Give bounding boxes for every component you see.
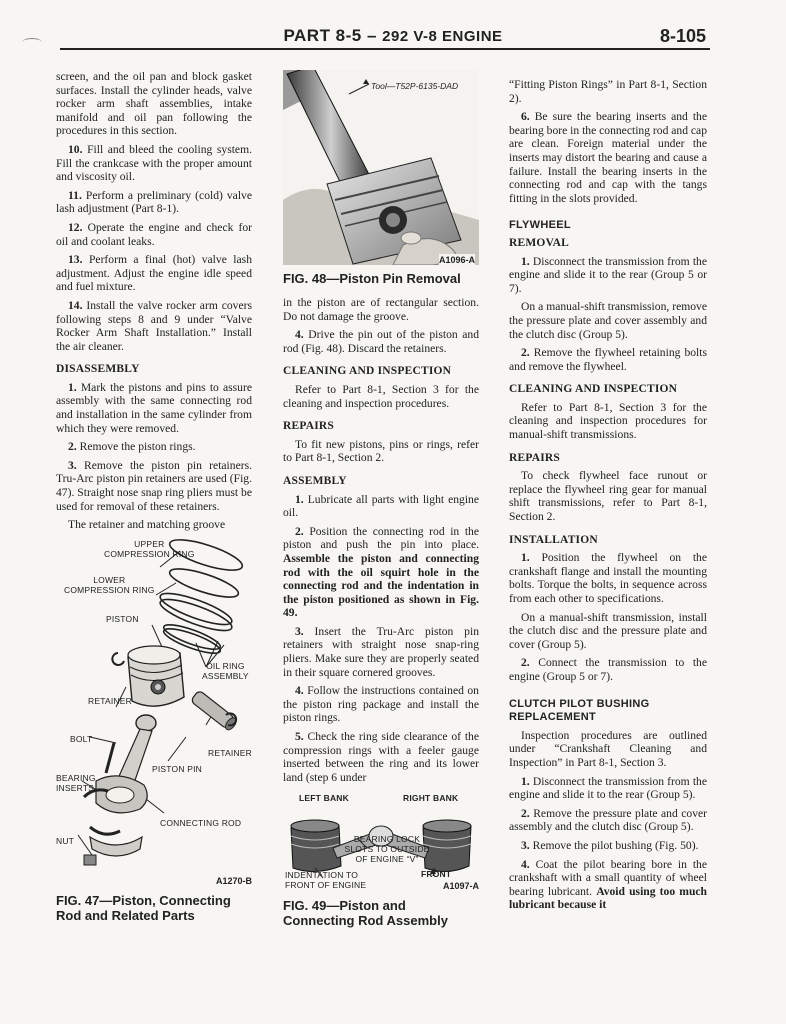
part-label: PART 8-5 [283, 26, 362, 45]
title-dash: – [361, 26, 383, 45]
figure-47-diagram [56, 537, 252, 889]
paragraph: screen, and the oil pan and block gasket surfaces. Install the cylinder heads, valve rocker arm shaft assemblies, intake manifold and oil pan following the procedures in this section. [56, 70, 252, 138]
cleaning-heading: CLEANING AND INSPECTION [509, 383, 678, 396]
step-10: 10. Fill and bleed the cooling system. Fill the crankcase with the proper amount and viscosity oil. [56, 142, 252, 184]
page-header [0, 0, 786, 60]
repairs-heading: REPAIRS [283, 420, 335, 433]
figure-48-caption: FIG. 48—Piston Pin Removal [283, 271, 461, 286]
paragraph: On a manual-shift transmission, remove the pressure plate and cover assembly and the clutch disc (Group 5). [509, 300, 707, 341]
figure-49-code: A1097-A [442, 881, 479, 892]
paragraph: Refer to Part 8-1, Section 3 for the cleaning and inspection procedures for manual-shift transmissions. [509, 400, 707, 442]
figure-47-caption: FIG. 47—Piston, Connecting Rod and Related Parts [56, 892, 231, 923]
label-piston: PISTON [106, 613, 139, 624]
label-upper-ring: UPPER COMPRESSION RING [104, 538, 195, 559]
assembly-step-4: 4. Follow the instructions contained on the piston ring package and install the piston rings. [283, 684, 479, 725]
assembly-step-1: 1. Lubricate all parts with light engine oil. [283, 492, 479, 520]
label-lower-ring: LOWER COMPRESSION RING [64, 574, 155, 595]
label-bearing-lock: BEARING LOCK SLOTS TO OUTSIDE OF ENGINE “V” [344, 834, 430, 865]
repairs-heading: REPAIRS [509, 451, 561, 464]
assembly-step-5: 5. Check the ring side clearance of the compression rings with a feeler gauge inserted between the ring and its lower land (step 6 under [283, 730, 479, 784]
clutch-step-4: 4. Coat the pilot bearing bore in the crankshaft with a small quantity of wheel bearing lubricant. Avoid using too much lubricant because it [509, 857, 707, 912]
installation-step-2: 2. Connect the transmission to the engine (Group 5 or 7). [509, 656, 707, 683]
figure-48-photo [283, 70, 479, 265]
label-indentation: INDENTATION TO FRONT OF ENGINE [285, 870, 367, 891]
installation-step-1: 1. Position the flywheel on the crankshaft flange and install the mounting bolts. Torque the bolts, in sequence across from each other to specifications. [509, 551, 707, 605]
label-retainer-left: RETAINER [88, 695, 132, 706]
middle-column [283, 70, 479, 936]
figure-49-diagram [283, 792, 479, 894]
cleaning-heading: CLEANING AND INSPECTION [283, 365, 452, 378]
figure-47-code: A1270-B [215, 875, 252, 886]
step-13: 13. Perform a final (hot) valve lash adjustment. Adjust the engine idle speed and fuel mixture. [56, 253, 252, 294]
page-number: 8-105 [659, 26, 706, 46]
flywheel-heading: FLYWHEEL [509, 219, 571, 232]
label-bolt: BOLT [70, 733, 93, 744]
clutch-step-2: 2. Remove the pressure plate and cover assembly and the clutch disc (Group 5). [509, 806, 707, 834]
figure-49-caption: FIG. 49—Piston and Connecting Rod Assembly [283, 898, 448, 929]
assembly-step-2: 2. Position the connecting rod in the piston and push the pin into place. Assemble the piston and connecting rod with the oil squirt hole in the connecting rod and the indentation in the piston positioned as shown in Fig. 49. [283, 524, 479, 620]
disassembly-heading: DISASSEMBLY [56, 363, 140, 376]
step-12: 12. Operate the engine and check for oil and coolant leaks. [56, 220, 252, 248]
paragraph: To fit new pistons, pins or rings, refer to Part 8-1, Section 2. [283, 437, 479, 465]
installation-heading: INSTALLATION [509, 533, 598, 546]
header-rule [60, 48, 710, 50]
assembly-step-6: 6. Be sure the bearing inserts and the bearing bore in the connecting rod and cap are clean. Foreign material under the inserts may distort the bearing and cause a failure. Install the bearing inserts in the connecting rod and cap with the tangs fitting in the slots provided. [509, 110, 707, 205]
paragraph: To check flywheel face runout or replace the flywheel ring gear for manual shift transmissions, refer to Part 8-1, Section 2. [509, 469, 707, 524]
disassembly-step-4: 4. Drive the pin out of the piston and rod (Fig. 48). Discard the retainers. [283, 328, 479, 355]
section-label: 292 V-8 ENGINE [382, 28, 503, 45]
label-oil-ring: OIL RING ASSEMBLY [202, 660, 249, 681]
step-11: 11. Perform a preliminary (cold) valve lash adjustment (Part 8-1). [56, 188, 252, 216]
label-bearing-inserts: BEARING INSERTS [56, 772, 96, 793]
disassembly-step-3: 3. Remove the piston pin retainers. Tru-Arc piston pin retainers are used (Fig. 47). Straight nose snap ring pliers must be used for removal of these retainers. [56, 458, 252, 513]
paragraph: Inspection procedures are outlined under “Crankshaft Cleaning and Inspection” in Part 8-1, Section 3. [509, 728, 707, 769]
clutch-pilot-heading: CLUTCH PILOT BUSHING REPLACEMENT [509, 697, 650, 724]
disassembly-step-1: 1. Mark the pistons and pins to assure assembly with the same connecting rod and installation in the same cylinder from which they were removed. [56, 380, 252, 435]
disassembly-step-2: 2. Remove the piston rings. [68, 440, 196, 454]
assembly-heading: ASSEMBLY [283, 474, 347, 487]
removal-step-2: 2. Remove the flywheel retaining bolts and remove the flywheel. [509, 346, 707, 373]
step-14: 14. Install the valve rocker arm covers following steps 8 and 9 under “Valve Rocker Arm Shaft Installation.” Install the air cleaner. [56, 298, 252, 353]
removal-step-1: 1. Disconnect the transmission from the engine and slide it to the rear (Group 5 or 7). [509, 254, 707, 295]
right-column [509, 70, 707, 917]
paragraph: in the piston are of rectangular section. Do not damage the groove. [283, 296, 479, 323]
label-front: FRONT [421, 869, 452, 880]
label-right-bank: RIGHT BANK [403, 793, 459, 804]
clutch-step-3: 3. Remove the pilot bushing (Fig. 50). [521, 838, 699, 852]
label-left-bank: LEFT BANK [299, 793, 349, 804]
paragraph: On a manual-shift transmission, install the clutch disc and the pressure plate and cover (Group 5). [509, 610, 707, 651]
label-retainer-right: RETAINER [208, 747, 252, 758]
figure-48-code: A1096-A [439, 254, 475, 265]
paragraph: “Fitting Piston Rings” in Part 8-1, Section 2). [509, 78, 707, 105]
paragraph: Refer to Part 8-1, Section 3 for the cleaning and inspection procedures. [283, 382, 479, 410]
label-piston-pin: PISTON PIN [152, 763, 203, 774]
assembly-step-3: 3. Insert the Tru-Arc piston pin retainers with straight nose snap-ring pliers. Make sure they are properly seated in their square cornered grooves. [283, 624, 479, 679]
label-nut: NUT [56, 835, 75, 846]
paragraph: The retainer and matching groove [68, 518, 226, 532]
piston-pin-removal-photo [283, 70, 479, 265]
tool-label: Tool—T52P-6135-DAD [371, 81, 459, 91]
left-column [56, 70, 252, 931]
clutch-step-1: 1. Disconnect the transmission from the engine and slide it to the rear (Group 5). [509, 774, 707, 802]
label-connecting-rod: CONNECTING ROD [160, 817, 242, 828]
removal-heading: REMOVAL [509, 236, 569, 249]
